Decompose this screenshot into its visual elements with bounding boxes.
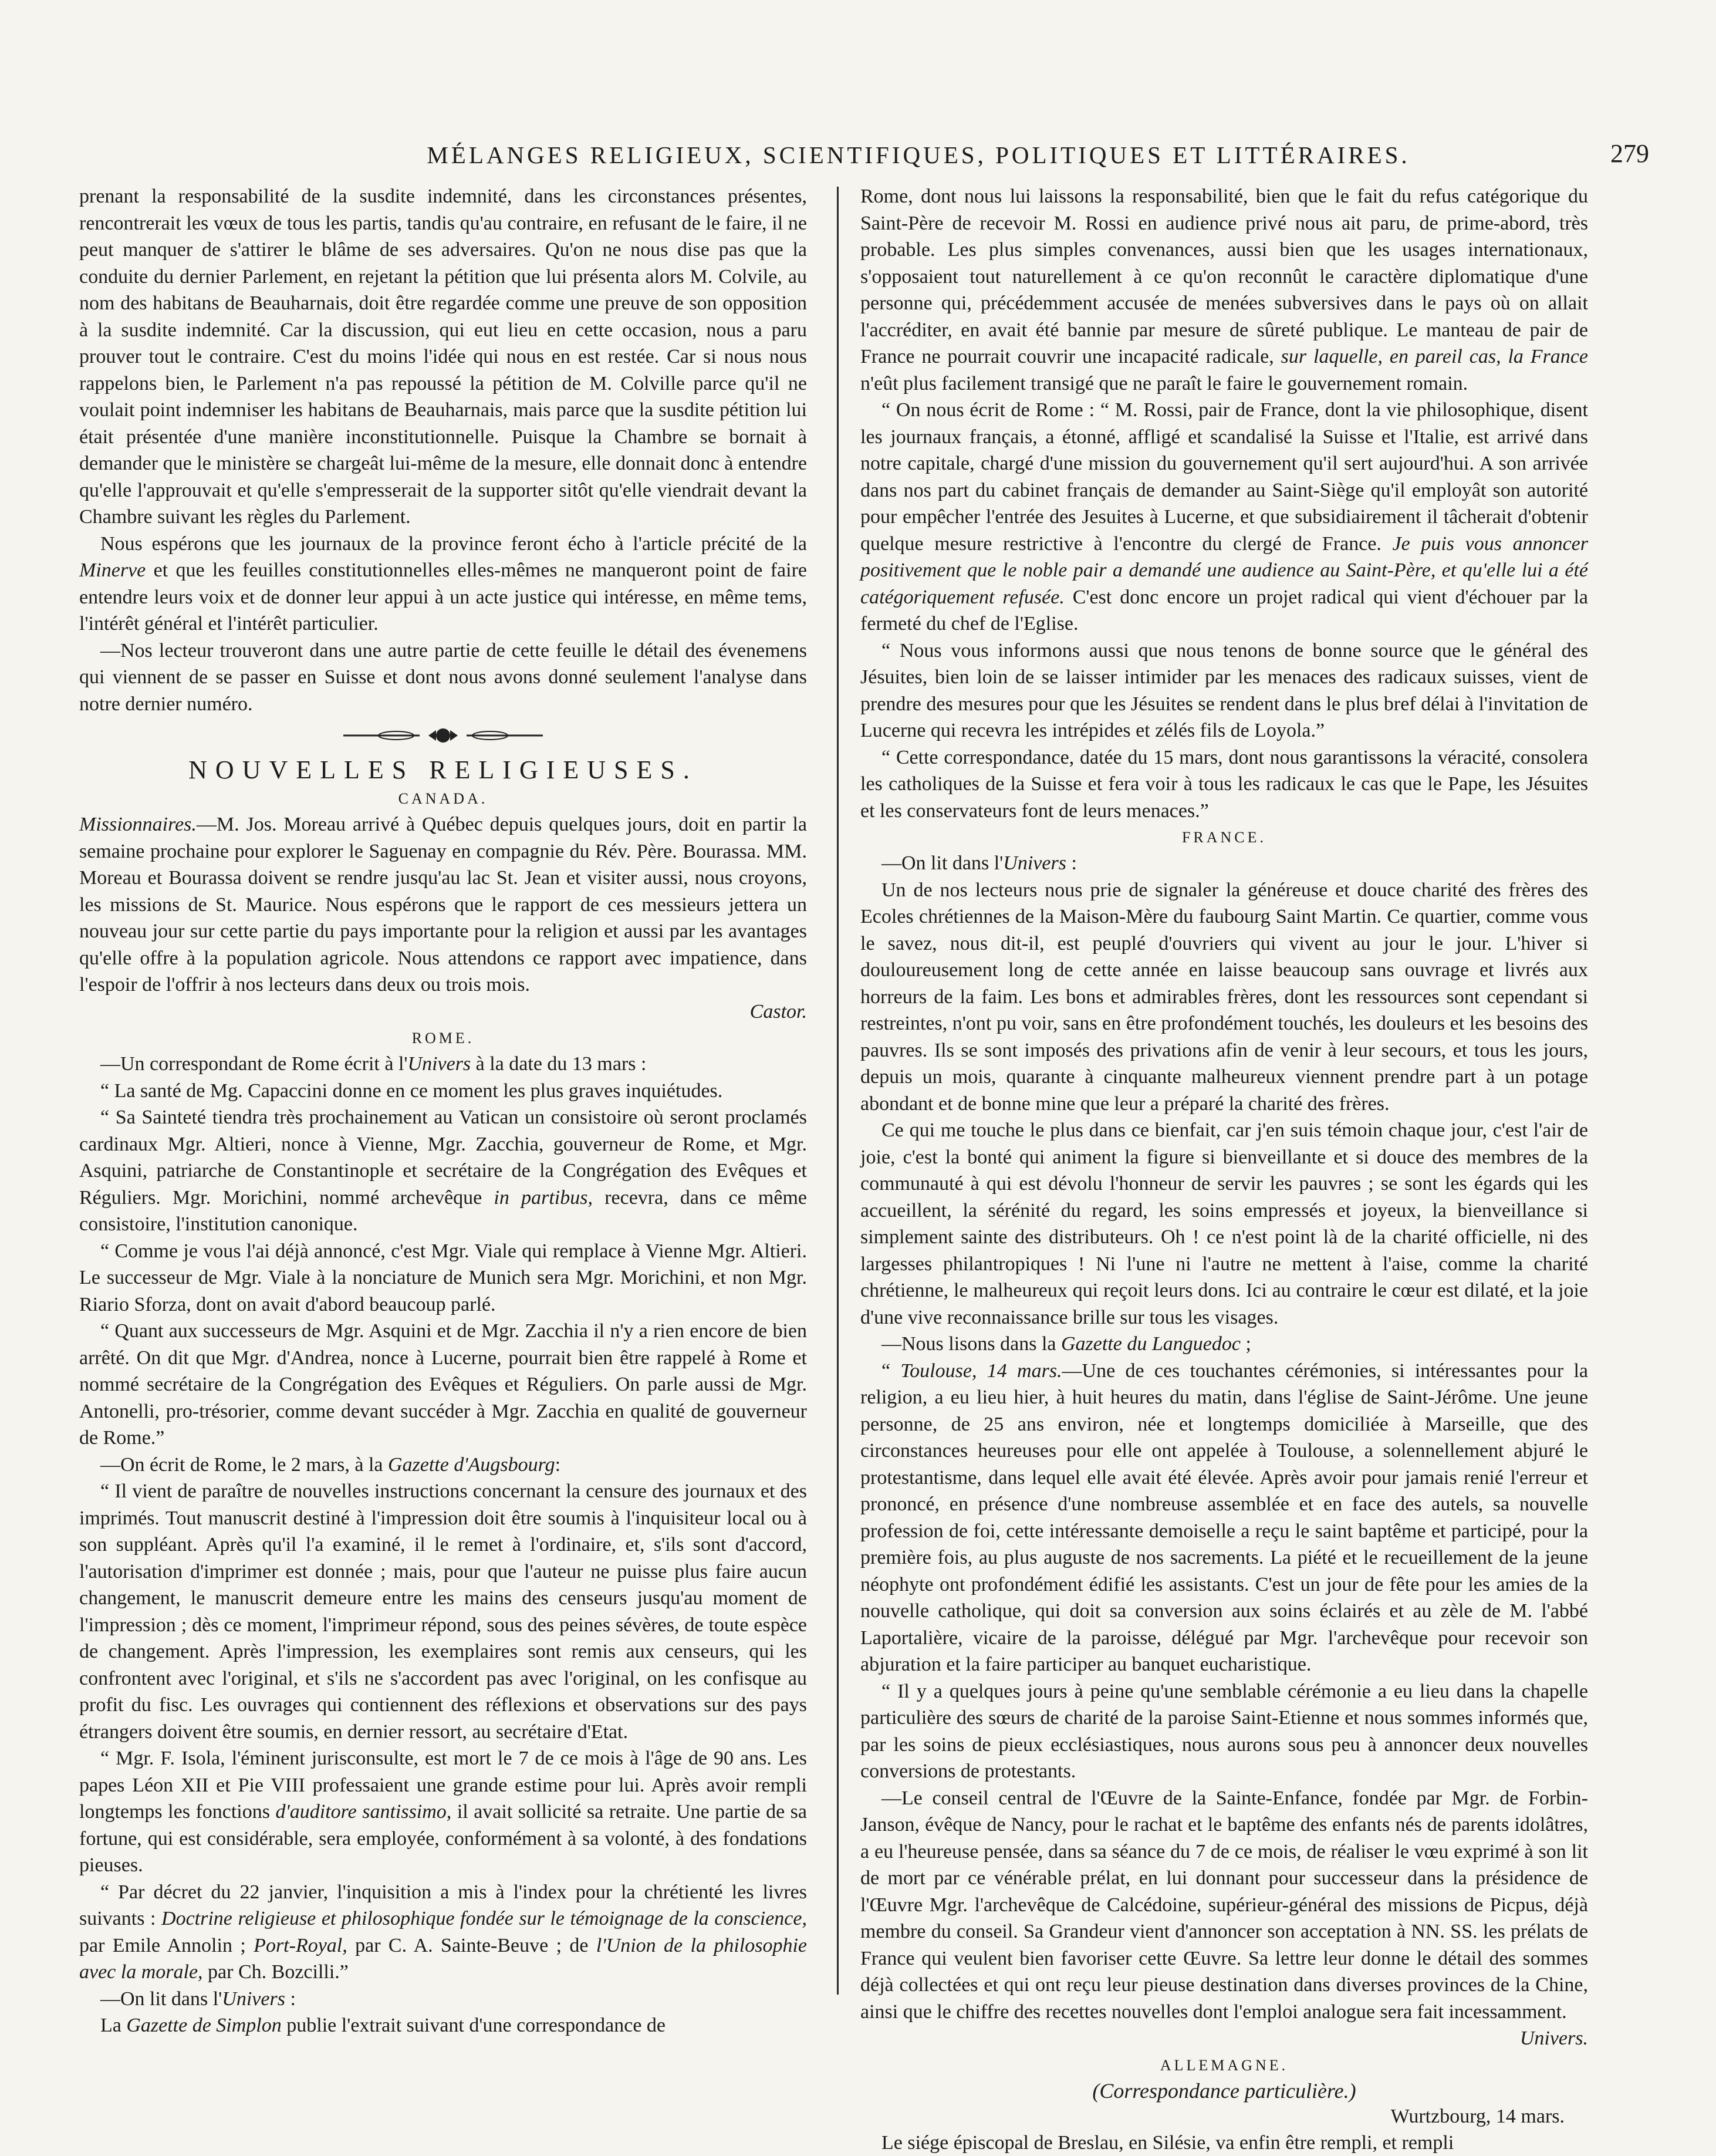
right-column [860,183,1588,2156]
paragraph-successeurs: “ Quant aux successeurs de Mgr. Asquini et de Mgr. Zacchia il n'y a rien encore de bien arrêté. On dit que Mgr. d'Andrea, nonce à Lucerne, pourrait bien être rappelé à Rome et nommé secrétaire de la Congrégation des Evêques et Réguliers. On parle aussi de Mgr. Antonelli, pro-trésorier, comme devant succéder à Mgr. Zacchia en qualité de gouverneur de Rome.” [79,1318,807,1452]
paragraph-indemnite: prenant la responsabilité de la susdite indemnité, dans les circonstances présentes, rencontrerait les vœux de tous les partis, tandis qu'au contraire, en refusant de le faire, il ne peut manquer de s'attirer le blâme de ses adversaires. Qu'on ne nous dise pas que la conduite du dernier Parlement, en rejetant la pétition que lui présenta alors M. Colvile, au nom des habitans de Beauharnais, doit être regardée comme une preuve de son opposition à la susdite indemnité. Car la discussion, qui eut lieu en cette occasion, nous a paru prouver tout le contraire. C'est du moins l'idée qui nous en est restée. Car si nous nous rappelons bien, le Parlement n'a pas repoussé la pétition de M. Colville parce qu'il ne voulait point indemniser les habitans de Beauharnais, mais parce que la susdite pétition lui était présentée d'une manière inconstitutionnelle. Puisque la Chambre se bornait à demander que le ministère se chargeât lui-même de la mesure, elle donnait donc à entendre qu'elle l'approuvait et qu'elle s'empresserait de la supporter sitôt qu'elle viendrait devant la Chambre suivant les règles du Parlement. [79,183,807,531]
left-column [79,183,807,2039]
paragraph-suisse: —Nos lecteur trouveront dans une autre partie de cette feuille le détail des évenemens qui viennent de se passer en Suisse et dont nous avons donné seulement l'analyse dans notre dernier numéro. [79,637,807,718]
paragraph-rossi: Rome, dont nous lui laissons la responsabilité, bien que le fait du refus catégorique du Saint-Père de recevoir M. Rossi en audience privé nous ait paru, de prime-abord, très probable. Les plus simples convenances, aussi bien que les usages internationaux, s'opposaient tout naturellement à ce qu'on reconnût le caractère diplomatique d'une personne qui, précédemment accusée de menées subversives dans le pays où on allait l'accréditer, en avait été bannie par mesure de sûreté publique. Le manteau de pair de France ne pourrait couvrir une incapacité radicale, sur laquelle, en pareil cas, la France n'eût plus facilement transigé que ne paraît le faire le gouvernement romain. [860,183,1588,397]
running-head: MÉLANGES RELIGIEUX, SCIENTIFIQUES, POLITIQUES ET LITTÉRAIRES. [405,141,1432,169]
paragraph-capaccini: “ La santé de Mg. Capaccini donne en ce moment les plus graves inquiétudes. [79,1078,807,1105]
paragraph-ecrit-rome: “ On nous écrit de Rome : “ M. Rossi, pair de France, dont la vie philosophique, disent les journaux français, a étonné, affligé et scandalisé la Suisse et l'Italie, est arrivé dans notre capitale, chargé d'une mission du gouvernement qu'il sert aujourd'hui. A son arrivée dans nos part du cabinet français de demander au Saint-Siège qu'il employât son autorité pour empêcher l'entrée des Jesuites à Lucerne, et que subsidiairement il tâcherait d'obtenir quelque mesure restrictive à l'encontre du clergé de France. Je puis vous annoncer positivement que le noble pair a demandé une audience au Saint-Père, et qu'elle lui a été catégoriquement refusée. C'est donc encore un projet radical qui vient d'échouer par la fermeté du chef de l'Eglise. [860,397,1588,637]
paragraph-augsbourg: —On écrit de Rome, le 2 mars, à la Gazette d'Augsbourg: [79,1452,807,1479]
paragraph-jesuites: “ Nous vous informons aussi que nous tenons de bonne source que le général des Jésuites, bien loin de se laisser intimider par les menaces des radicaux suisses, vient de prendre des mesures pour que les Jésuites se rendent dans le plus bref délai à l'invitation de Lucerne qui recevra les intrépides et zélés fils de Loyola.” [860,637,1588,744]
heading-rome: ROME. [79,1028,807,1048]
paragraph-sainte-enfance: —Le conseil central de l'Œuvre de la Sainte-Enfance, fondée par Mgr. de Forbin-Janson, évêque de Nancy, pour le rachat et le baptême des enfants nés de parents idolâtres, a eu l'heureuse pensée, dans sa séance du 7 de ce mois, de réaliser le vœu exprimé à son lit de mort par ce vénérable prélat, en lui donnant pour successeur dans la présidence de l'Œuvre Mgr. l'archevêque de Calcédoine, supérieur-général des missions de Picpus, déjà membre du conseil. Sa Grandeur vient d'annoncer son acceptation à NN. SS. les prélats de France qui veulent bien favoriser cette Œuvre. Sa lettre leur donne le détail des sommes déjà collectées et qui ont reçu leur pieuse destination dans diverses provinces de la Chine, ainsi que le chiffre des recettes nouvelles dont l'emploi analogue sera fait incessamment. [860,1785,1588,2026]
dateline: Wurtzbourg, 14 mars. [860,2104,1588,2130]
paragraph-lit-univers: —On lit dans l'Univers : [860,850,1588,877]
page-header [76,133,1661,175]
paragraph-bienfait: Ce qui me touche le plus dans ce bienfait, car j'en suis témoin chaque jour, c'est l'air de joie, c'est la bonté qui animent la figure si bienveillante et si douce des membres de la communauté à qui est dévolu l'honneur de servir les pauvres ; se sont les égards qui les accueillent, la sérénité du regard, les soins empressés et joyeux, la bienveillance si simplement sainte des distributeurs. Oh ! ce n'est point là de la charité officielle, ni des largesses philantropiques ! Ni l'une ni l'autre ne mettent à l'aise, comme la charité chrétienne, le malheureux qui reçoit leurs dons. Ici au contraire le cœur est dilaté, et la joie d'une vive reconnaissance brille sur tous les visages. [860,1117,1588,1331]
paragraph-consistoire: “ Sa Sainteté tiendra très prochainement au Vatican un consistoire où seront proclamés cardinaux Mgr. Altieri, nonce à Vienne, Mgr. Zacchia, gouverneur de Rome, et Mgr. Asquini, patriarche de Constantinople et secrétaire de la Congrégation des Evêques et Réguliers. Mgr. Morichini, nommé archevêque in partibus, recevra, dans ce même consistoire, l'institution canonique. [79,1104,807,1238]
page-number: 279 [1610,139,1649,168]
paragraph-journaux: Nous espérons que les journaux de la province feront écho à l'article précité de la Minerve et que les feuilles constitutionnelles elles-mêmes ne manqueront point de faire entendre leurs voix et de donner leur appui à un acte justice qui intéresse, en même tems, l'intérêt général et l'intérêt particulier. [79,531,807,637]
rubric-label: Missionnaires. [79,814,197,835]
paragraph-censure: “ Il vient de paraître de nouvelles instructions concernant la censure des journaux et des imprimés. Tout manuscrit destiné à l'impression doit être soumis à l'inquisiteur local ou à son suppléant. Après qu'il l'a examiné, il le remet à l'ordinaire, et, s'ils sont d'accord, l'autorisation d'imprimer est donnée ; mais, pour que l'auteur ne puisse plus faire aucun changement, le manuscrit demeure entre les mains des censeurs jusqu'au moment de l'impression ; dès ce moment, l'imprimeur répond, sous des peines sévères, de toute espèce de changement. Après l'impression, les exemplaires sont remis aux censeurs, qui les confrontent avec l'original, et s'ils ne s'accordent pas avec l'original, on les confisque au profit du fisc. Les ouvrages qui contiennent des réflexions et observations sur des pays étrangers doivent être soumis, en dernier ressort, au secrétaire d'Etat. [79,1478,807,1745]
paragraph-univers: —On lit dans l'Univers : [79,1986,807,2013]
signature-castor: Castor. [79,998,807,1025]
paragraph-languedoc: —Nous lisons dans la Gazette du Languedoc ; [860,1331,1588,1358]
paragraph-viale: “ Comme je vous l'ai déjà annoncé, c'est Mgr. Viale qui remplace à Vienne Mgr. Altieri. Le successeur de Mgr. Viale à la nonciature de Munich sera Mgr. Morichini, et non Mgr. Riario Sforza, dont on avait d'abord beaucoup parlé. [79,1238,807,1318]
paragraph-breslau: Le siége épiscopal de Breslau, en Silésie, va enfin être rempli, et rempli [860,2130,1588,2156]
journal-title: Minerve [79,559,146,581]
paragraph-freres: Un de nos lecteurs nous prie de signaler la généreuse et douce charité des frères des Ecoles chrétiennes de la Maison-Mère du faubourg Saint Martin. Ce quartier, comme vous le savez, nous dit-il, est peuplé d'ouvriers qui vivent au jour le jour. L'hiver si douloureusement long de cette année en laisse beaucoup sans ouvrage et livrés aux horreurs de la faim. Les bons et admirables frères, dont les ressources sont cependant si restreintes, n'ont pu voir, sans en être profondément touchés, les douleurs et les besoins des pauvres. Ils se sont imposés des privations afin de venir à leur secours, et tous les jours, depuis un mois, quarante à cinquante malheureux viennent prendre part à un potage abondant et de bonne mine que leur a préparé la charité des frères. [860,877,1588,1118]
paragraph-missionnaires: Missionnaires.—M. Jos. Moreau arrivé à Québec depuis quelques jours, doit en partir la semaine prochaine pour explorer le Saguenay en compagnie du Rév. Père. Bourassa. MM. Moreau et Bourassa doivent se rendre jusqu'au lac St. Jean et visiter aussi, nous croyons, les missions de St. Maurice. Nous espérons que le rapport de ces messieurs jettera un nouveau jour sur cette partie du pays importante pour la religion et aussi par les avantages qu'elle offre à la population agricole. Nous attendons ce rapport avec impatience, dans l'espoir de l'offrir à nos lecteurs dans deux ou trois mois. [79,811,807,998]
heading-allemagne: ALLEMAGNE. [860,2056,1588,2076]
paragraph-correspondant: —Un correspondant de Rome écrit à l'Univers à la date du 13 mars : [79,1051,807,1078]
signature-univers: Univers. [860,2025,1588,2052]
paragraph-index: “ Par décret du 22 janvier, l'inquisition a mis à l'index pour la chrétienté les livres suivants : Doctrine religieuse et philosophique fondée sur le témoignage de la conscience, par Emile Annolin ; Port-Royal, par C. A. Sainte-Beuve ; de l'Union de la philosophie avec la morale, par Ch. Bozcilli.” [79,1879,807,1986]
ornament-divider [332,727,555,744]
subtitle-correspondance: (Correspondance particulière.) [860,2078,1588,2104]
column-divider [837,187,839,1995]
paragraph-isola: “ Mgr. F. Isola, l'éminent jurisconsulte, est mort le 7 de ce mois à l'âge de 90 ans. Les papes Léon XII et Pie VIII professaient une grande estime pour lui. Après avoir rempli longtemps les fonctions d'auditore santissimo, il avait sollicité sa retraite. Une partie de sa fortune, qui est considérable, sera employée, conformément à sa volonté, à des fondations pieuses. [79,1745,807,1879]
paragraph-simplon: La Gazette de Simplon publie l'extrait suivant d'une correspondance de [79,2012,807,2039]
heading-canada: CANADA. [79,789,807,809]
paragraph-toulouse: “ Toulouse, 14 mars.—Une de ces touchantes cérémonies, si intéressantes pour la religion, a eu lieu hier, à huit heures du matin, dans l'église de Saint-Jérôme. Une jeune personne, de 25 ans environ, née et longtemps domiciliée à Marseille, que des circonstances heureuses pour elle ont appelée à Toulouse, a solennellement abjuré le protestantisme, dans lequel elle avait été élevée. Après avoir pour jamais renié l'erreur et prononcé, en présence d'une nombreuse assemblée et en face des autels, sa nouvelle profession de foi, cette intéressante demoiselle a reçu le saint baptême et participé, pour la première fois, au plus auguste de nos sacrements. La piété et le recueillement de la jeune néophyte ont profondément édifié les assistants. C'est un jour de fête pour les amies de la nouvelle catholique, qui doit sa conversion aux soins éclairés et au zèle de M. l'abbé Laportalière, vicaire de la paroisse, délégué par Mgr. l'archevêque pour recevoir son abjuration et la faire participer au banquet eucharistique. [860,1358,1588,1678]
heading-france: FRANCE. [860,828,1588,848]
paragraph-ceremonie: “ Il y a quelques jours à peine qu'une semblable cérémonie a eu lieu dans la chapelle particulière des sœurs de charité de la paroise Saint-Etienne et nous sommes informés que, par les soins de pieux ecclésiastiques, nous aurons sous peu à annoncer deux nouvelles conversions de protestants. [860,1678,1588,1785]
paragraph-correspondance: “ Cette correspondance, datée du 15 mars, dont nous garantissons la véracité, consolera les catholiques de la Suisse et fera voir à tous les radicaux le cas que le Pape, les Jésuites et les conservateurs font de leurs menaces.” [860,744,1588,825]
section-title: NOUVELLES RELIGIEUSES. [79,755,807,785]
